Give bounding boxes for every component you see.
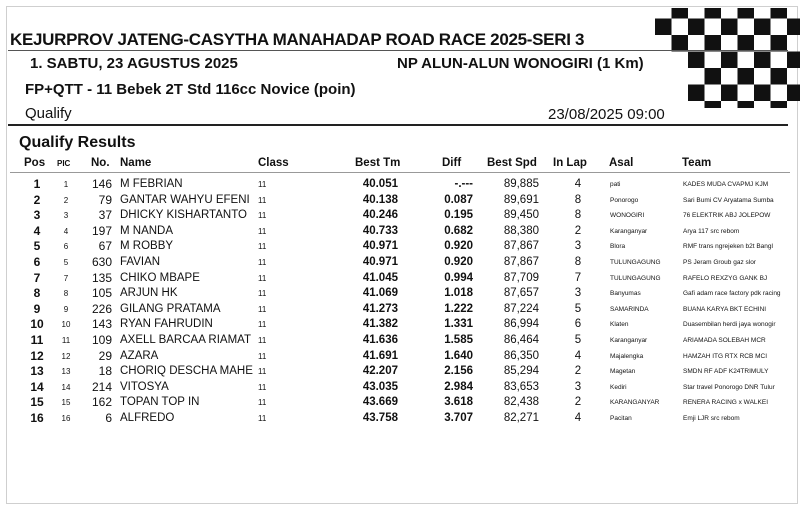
row-pic: 7 — [63, 273, 69, 283]
row-diff: 1.585 — [444, 334, 473, 346]
column-header-class: Class — [258, 157, 289, 169]
table-row — [0, 333, 800, 349]
row-pic: 3 — [63, 211, 69, 221]
row-number: 226 — [91, 301, 112, 316]
row-best-speed: 87,709 — [503, 271, 539, 284]
row-pos: 1 — [33, 177, 41, 191]
row-in-lap: 7 — [574, 271, 582, 284]
row-number: 146 — [91, 177, 112, 191]
table-row — [0, 208, 800, 224]
row-best-time: 40.051 — [362, 178, 398, 190]
row-team: Sari Bumi CV Aryatama Sumba — [683, 196, 774, 204]
row-pic: 15 — [61, 398, 71, 408]
row-rider-name: ARJUN HK — [120, 287, 178, 300]
row-pos: 6 — [33, 255, 41, 269]
checker-square — [688, 85, 705, 102]
row-best-speed: 83,653 — [503, 380, 539, 393]
row-pos: 2 — [33, 192, 41, 207]
row-asal: Kediri — [610, 383, 627, 391]
row-rider-name: CHORIQ DESCHA MAHE — [120, 365, 253, 378]
row-rider-name: GANTAR WAHYU EFENI — [120, 193, 250, 206]
row-number: 6 — [105, 411, 112, 425]
checker-square — [738, 68, 755, 85]
row-pos: 16 — [30, 411, 44, 425]
checker-square — [688, 52, 705, 69]
table-header-divider — [10, 172, 790, 173]
row-pos: 12 — [30, 348, 44, 363]
row-in-lap: 2 — [574, 396, 582, 409]
row-pic: 9 — [63, 304, 69, 314]
row-pos: 5 — [33, 239, 41, 254]
row-best-time: 43.758 — [362, 412, 398, 424]
checker-square — [787, 19, 800, 36]
row-in-lap: 2 — [574, 365, 582, 378]
row-diff: 0.920 — [444, 256, 473, 268]
row-asal: Karanganyar — [610, 337, 648, 344]
row-rider-name: RYAN FAHRUDIN — [120, 318, 213, 331]
row-in-lap: 8 — [574, 209, 582, 222]
row-diff: 1.222 — [444, 302, 473, 315]
row-team: RMF trans ngrejeken b2t Bangl — [683, 243, 773, 251]
race-category: FP+QTT - 11 Bebek 2T Std 116cc Novice (poin) — [25, 81, 356, 98]
event-title: KEJURPROV JATENG-CASYTHA MANAHADAP ROAD RACE 2025-SERI 3 — [10, 30, 585, 49]
row-diff: 0.087 — [444, 193, 473, 206]
row-number: 67 — [98, 239, 112, 254]
row-diff: 1.331 — [444, 318, 473, 331]
checker-square — [771, 101, 788, 108]
row-best-speed: 87,867 — [503, 240, 539, 253]
row-in-lap: 6 — [574, 318, 582, 331]
row-class: 11 — [258, 273, 267, 283]
row-best-time: 41.045 — [362, 271, 398, 284]
row-class: 11 — [258, 414, 267, 423]
row-best-speed: 88,380 — [503, 224, 539, 237]
row-pos: 3 — [33, 208, 41, 223]
checker-square — [771, 8, 788, 19]
row-class: 11 — [258, 367, 267, 377]
row-in-lap: 3 — [574, 380, 582, 393]
column-header-in-lap: In Lap — [553, 157, 587, 169]
row-number: 79 — [98, 192, 112, 207]
row-number: 162 — [91, 395, 112, 410]
row-best-speed: 89,450 — [503, 209, 539, 222]
row-team: HAMZAH ITG RTX RCB MCI — [683, 352, 768, 360]
row-best-speed: 89,691 — [503, 193, 539, 206]
checker-square — [721, 19, 738, 36]
row-in-lap: 3 — [574, 287, 582, 300]
row-pic: 2 — [63, 195, 69, 205]
column-header-best-spd: Best Spd — [487, 157, 537, 169]
row-asal: pati — [610, 181, 621, 188]
title-divider — [8, 50, 788, 51]
row-team: Duasembilan herdi jaya wonogir — [683, 321, 776, 329]
row-asal: Magetan — [610, 368, 636, 376]
row-in-lap: 4 — [574, 349, 582, 362]
row-asal: Pacitan — [610, 415, 632, 422]
row-team: ARIAMADA SOLEBAH MCR — [683, 337, 766, 344]
row-team: Emji LJR src rebom — [683, 415, 740, 422]
row-class: 11 — [258, 398, 267, 408]
table-row — [0, 271, 800, 287]
row-pos: 7 — [33, 270, 41, 285]
checker-square — [754, 52, 771, 69]
row-number: 197 — [91, 223, 112, 238]
row-rider-name: VITOSYA — [120, 380, 169, 393]
row-rider-name: AXELL BARCAA RIAMAT — [120, 334, 252, 346]
row-class: 11 — [258, 289, 267, 299]
session-name: Qualify — [25, 105, 72, 122]
row-asal: SAMARINDA — [610, 305, 649, 313]
row-class: 11 — [258, 304, 267, 314]
row-pic: 1 — [63, 180, 69, 189]
column-header-asal: Asal — [609, 157, 634, 169]
checker-square — [787, 85, 800, 102]
checker-square — [672, 8, 689, 19]
row-pos: 10 — [30, 317, 44, 332]
table-row — [0, 302, 800, 318]
row-diff: 0.920 — [444, 240, 473, 253]
row-team: Star travel Ponorogo DNR Tulur — [683, 383, 775, 391]
row-diff: 0.994 — [444, 271, 473, 284]
row-number: 630 — [91, 255, 112, 269]
row-rider-name: FAVIAN — [120, 256, 161, 268]
table-row — [0, 239, 800, 255]
row-pic: 14 — [61, 382, 71, 392]
row-number: 29 — [98, 348, 112, 363]
row-best-time: 41.069 — [362, 287, 398, 300]
row-asal: KARANGANYAR — [610, 399, 660, 407]
row-pos: 4 — [33, 223, 41, 238]
column-header-pos: Pos — [24, 157, 46, 169]
row-pic: 5 — [63, 258, 69, 267]
row-class: 11 — [258, 351, 267, 361]
row-diff: 1.018 — [444, 287, 473, 300]
row-team: Gafi adam race factory pdk racing — [683, 290, 781, 298]
row-pic: 11 — [61, 336, 71, 345]
row-number: 143 — [91, 317, 112, 332]
row-pic: 6 — [63, 242, 69, 252]
row-best-speed: 82,438 — [503, 396, 539, 409]
row-best-time: 42.207 — [362, 365, 398, 378]
checker-square — [771, 68, 788, 85]
row-best-speed: 87,657 — [503, 287, 539, 300]
row-asal: Majalengka — [610, 352, 644, 360]
row-class: 11 — [258, 180, 267, 189]
checker-square — [738, 101, 755, 108]
row-class: 11 — [258, 195, 267, 205]
row-in-lap: 5 — [574, 334, 582, 346]
row-diff: 0.195 — [444, 209, 473, 222]
table-row — [0, 177, 800, 193]
row-rider-name: ALFREDO — [120, 412, 175, 424]
row-best-time: 41.636 — [362, 334, 398, 346]
row-team: BUANA KARYA BKT ECHINI — [683, 305, 767, 313]
row-pos: 8 — [33, 286, 41, 301]
row-best-time: 43.669 — [362, 396, 398, 409]
row-best-speed: 82,271 — [503, 412, 539, 424]
table-row — [0, 255, 800, 271]
column-header-name: Name — [120, 157, 152, 169]
row-diff: 2.984 — [444, 380, 473, 393]
row-in-lap: 2 — [574, 224, 582, 237]
row-asal: TULUNGAGUNG — [610, 259, 661, 266]
checker-square — [655, 19, 672, 36]
row-team: SMDN RF ADF K24TRIMULY — [683, 368, 769, 376]
row-rider-name: CHIKO MBAPE — [120, 271, 200, 284]
row-pos: 13 — [30, 364, 44, 379]
row-class: 11 — [258, 258, 267, 267]
checker-square — [787, 52, 800, 69]
row-pos: 9 — [33, 301, 41, 316]
table-row — [0, 411, 800, 427]
row-class: 11 — [258, 211, 267, 221]
row-rider-name: M FEBRIAN — [120, 178, 183, 190]
row-number: 37 — [98, 208, 112, 223]
row-in-lap: 8 — [574, 256, 582, 268]
row-rider-name: M NANDA — [120, 224, 174, 237]
row-best-time: 40.138 — [362, 193, 398, 206]
row-pic: 13 — [61, 367, 71, 377]
row-asal: WONOGIRI — [610, 212, 645, 220]
row-best-speed: 86,464 — [503, 334, 539, 346]
row-class: 11 — [258, 382, 267, 392]
row-asal: Karanganyar — [610, 227, 648, 235]
row-class: 11 — [258, 242, 267, 252]
row-class: 11 — [258, 226, 267, 236]
row-rider-name: GILANG PRATAMA — [120, 302, 221, 315]
row-rider-name: DHICKY KISHARTANTO — [120, 209, 247, 222]
row-in-lap: 3 — [574, 240, 582, 253]
table-row — [0, 224, 800, 240]
row-pic: 16 — [61, 414, 71, 423]
row-in-lap: 4 — [574, 412, 582, 424]
checker-square — [705, 8, 722, 19]
row-rider-name: AZARA — [120, 349, 159, 362]
row-best-time: 40.971 — [362, 256, 398, 268]
row-diff: 2.156 — [444, 365, 473, 378]
row-pic: 10 — [61, 320, 71, 330]
column-header-no: No. — [91, 157, 110, 169]
row-best-time: 43.035 — [362, 380, 398, 393]
table-row — [0, 286, 800, 302]
row-number: 214 — [91, 379, 112, 394]
row-pos: 14 — [30, 379, 44, 394]
row-best-time: 41.691 — [362, 349, 398, 362]
row-asal: Klaten — [610, 321, 629, 329]
row-rider-name: M ROBBY — [120, 240, 174, 253]
checker-square — [721, 52, 738, 69]
column-header-pic: PIC — [57, 159, 71, 168]
row-rider-name: TOPAN TOP IN — [120, 396, 200, 409]
column-header-best-tm: Best Tm — [355, 157, 401, 169]
row-diff: 0.682 — [444, 224, 473, 237]
row-in-lap: 4 — [574, 178, 582, 190]
row-number: 109 — [91, 333, 112, 347]
event-venue: NP ALUN-ALUN WONOGIRI (1 Km) — [397, 55, 644, 72]
row-best-time: 41.273 — [362, 302, 398, 315]
event-date: 1. SABTU, 23 AGUSTUS 2025 — [30, 55, 238, 72]
column-header-diff: Diff — [442, 157, 462, 169]
row-best-time: 40.971 — [362, 240, 398, 253]
row-in-lap: 5 — [574, 302, 582, 315]
table-row — [0, 395, 800, 411]
table-row — [0, 193, 800, 209]
checker-square — [721, 85, 738, 102]
row-number: 18 — [98, 364, 112, 379]
row-asal: Ponorogo — [610, 196, 639, 204]
row-asal: Banyumas — [610, 290, 641, 298]
row-asal: Blora — [610, 243, 626, 251]
table-row — [0, 349, 800, 365]
table-row — [0, 317, 800, 333]
checker-square — [688, 19, 705, 36]
table-row — [0, 364, 800, 380]
column-header-team: Team — [682, 157, 712, 169]
row-pos: 15 — [30, 395, 44, 410]
row-best-time: 40.246 — [362, 209, 398, 222]
row-pic: 12 — [61, 351, 71, 361]
row-team: KADES MUDA CVAPMJ KJM — [683, 181, 769, 188]
row-best-speed: 86,350 — [503, 349, 539, 362]
row-number: 105 — [91, 286, 112, 301]
row-diff: 1.640 — [444, 349, 473, 362]
row-diff: 3.707 — [444, 412, 473, 424]
row-best-speed: 89,885 — [503, 178, 539, 190]
row-in-lap: 8 — [574, 193, 582, 206]
checker-square — [754, 85, 771, 102]
row-best-time: 41.382 — [362, 318, 398, 331]
row-diff: -.--- — [454, 178, 473, 190]
row-team: PS Jeram Groub gaz slor — [683, 259, 756, 266]
row-team: RENERA RACING x WALKEI — [683, 399, 768, 407]
row-asal: TULUNGAGUNG — [610, 274, 661, 282]
row-class: 11 — [258, 336, 267, 345]
row-best-speed: 87,224 — [503, 302, 539, 315]
checker-square — [738, 8, 755, 19]
row-pic: 8 — [63, 289, 69, 299]
row-best-time: 40.733 — [362, 224, 398, 237]
session-timestamp: 23/08/2025 09:00 — [548, 106, 665, 123]
checkered-flag-graphic — [655, 8, 800, 108]
row-best-speed: 86,994 — [503, 318, 539, 331]
row-team: Arya 117 src rebom — [683, 227, 740, 235]
row-best-speed: 85,294 — [503, 365, 539, 378]
checker-square — [705, 101, 722, 108]
table-row — [0, 380, 800, 396]
row-pic: 4 — [63, 226, 69, 236]
row-team: RAFELO REXZYG GANK BJ — [683, 274, 768, 282]
section-title: Qualify Results — [19, 134, 136, 151]
row-class: 11 — [258, 320, 267, 330]
header-divider — [8, 124, 788, 126]
row-best-speed: 87,867 — [503, 256, 539, 268]
checker-square — [705, 68, 722, 85]
row-diff: 3.618 — [444, 396, 473, 409]
row-number: 135 — [91, 270, 112, 285]
checker-square — [754, 19, 771, 36]
row-pos: 11 — [30, 333, 44, 347]
row-team: 76 ELEKTRIK ABJ JOLEPOW — [683, 212, 771, 220]
